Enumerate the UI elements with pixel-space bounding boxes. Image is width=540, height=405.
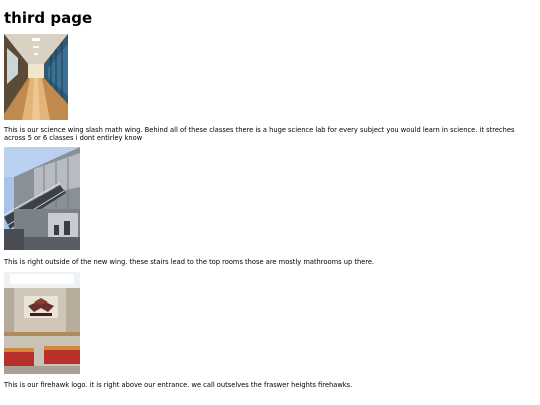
- building-stairs-caption: This is right outside of the new wing. these stairs lead to the top rooms those are mostly mathrooms up there.: [4, 258, 375, 266]
- hallway-photo: [4, 34, 68, 120]
- firehawk-logo-caption: This is our firehawk logo. it is right above our entrance. we call outselves the fraswer heights firehawks.: [4, 381, 353, 389]
- building-stairs-photo: [4, 147, 80, 250]
- page-content: [4, 9, 534, 389]
- hallway-caption: This is our science wing slash math wing. Behind all of these classes there is a huge science lab for every subject you would learn in science. it streches across 5 or 6 classes i dont entirley know: [4, 126, 515, 142]
- page-title: third page: [4, 9, 93, 27]
- firehawk-logo-lobby-photo: [4, 272, 80, 374]
